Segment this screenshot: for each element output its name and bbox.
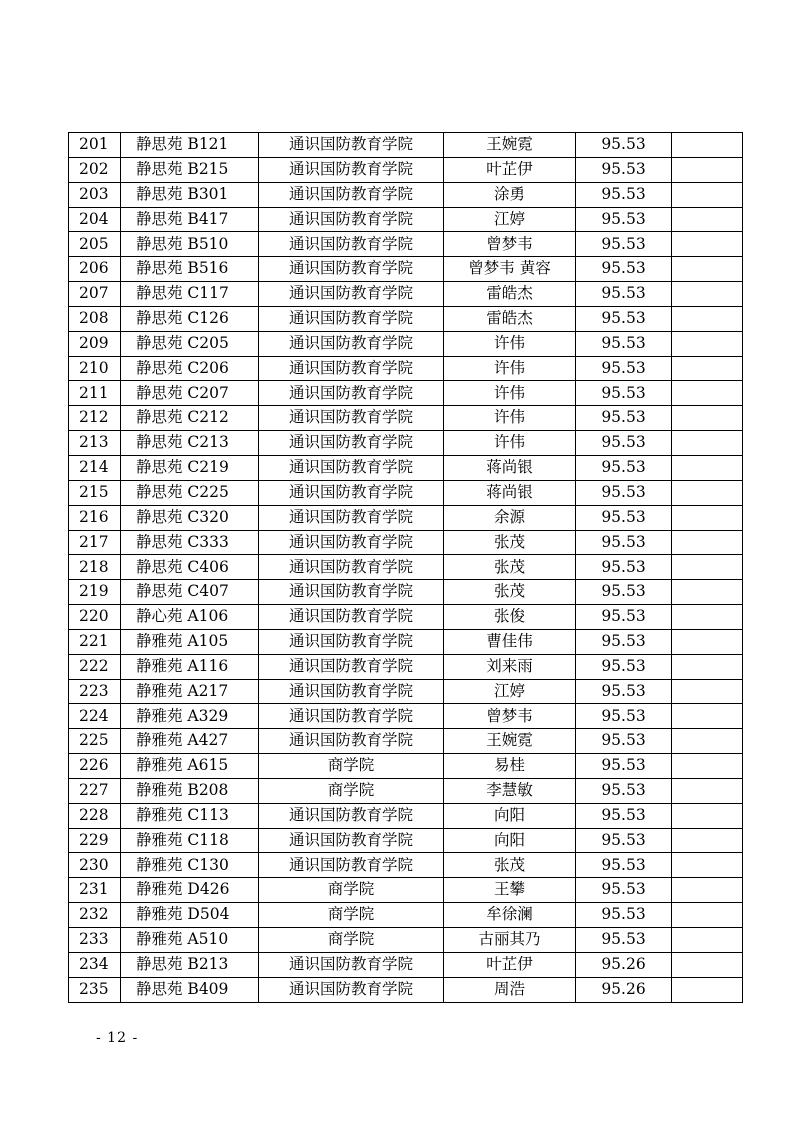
remark-cell bbox=[672, 878, 743, 903]
dorm-room-cell: 静雅苑 A116 bbox=[121, 654, 259, 679]
college-cell: 通识国防教育学院 bbox=[259, 977, 444, 1002]
table-row bbox=[69, 679, 743, 704]
table-row bbox=[69, 157, 743, 182]
remark-cell bbox=[672, 232, 743, 257]
table-row bbox=[69, 530, 743, 555]
remark-cell bbox=[672, 928, 743, 953]
score-cell: 95.53 bbox=[576, 381, 672, 406]
student-name-cell: 雷皓杰 bbox=[444, 282, 576, 307]
remark-cell bbox=[672, 952, 743, 977]
remark-cell bbox=[672, 331, 743, 356]
table-row bbox=[69, 580, 743, 605]
dorm-room-cell: 静雅苑 D504 bbox=[121, 903, 259, 928]
college-cell: 通识国防教育学院 bbox=[259, 257, 444, 282]
remark-cell bbox=[672, 381, 743, 406]
score-cell: 95.53 bbox=[576, 207, 672, 232]
score-cell: 95.26 bbox=[576, 952, 672, 977]
dormitory-score-table bbox=[68, 132, 743, 1003]
remark-cell bbox=[672, 654, 743, 679]
score-cell: 95.53 bbox=[576, 356, 672, 381]
dorm-room-cell: 静心苑 A106 bbox=[121, 605, 259, 630]
score-cell: 95.53 bbox=[576, 182, 672, 207]
table-row bbox=[69, 133, 743, 158]
score-cell: 95.53 bbox=[576, 729, 672, 754]
student-name-cell: 许伟 bbox=[444, 406, 576, 431]
student-name-cell: 许伟 bbox=[444, 431, 576, 456]
row-number-cell: 231 bbox=[69, 878, 121, 903]
dorm-room-cell: 静雅苑 D426 bbox=[121, 878, 259, 903]
score-cell: 95.53 bbox=[576, 505, 672, 530]
score-cell: 95.53 bbox=[576, 406, 672, 431]
score-cell: 95.53 bbox=[576, 530, 672, 555]
college-cell: 通识国防教育学院 bbox=[259, 381, 444, 406]
dorm-room-cell: 静雅苑 A427 bbox=[121, 729, 259, 754]
college-cell: 通识国防教育学院 bbox=[259, 306, 444, 331]
table-body bbox=[69, 133, 743, 1003]
score-cell: 95.53 bbox=[576, 282, 672, 307]
score-cell: 95.53 bbox=[576, 878, 672, 903]
dorm-room-cell: 静雅苑 A615 bbox=[121, 754, 259, 779]
remark-cell bbox=[672, 679, 743, 704]
score-cell: 95.53 bbox=[576, 704, 672, 729]
table-row bbox=[69, 704, 743, 729]
table-row bbox=[69, 754, 743, 779]
table-row bbox=[69, 381, 743, 406]
remark-cell bbox=[672, 729, 743, 754]
dorm-room-cell: 静思苑 B301 bbox=[121, 182, 259, 207]
dorm-room-cell: 静思苑 C213 bbox=[121, 431, 259, 456]
college-cell: 通识国防教育学院 bbox=[259, 679, 444, 704]
student-name-cell: 曾梦韦 黄容 bbox=[444, 257, 576, 282]
row-number-cell: 219 bbox=[69, 580, 121, 605]
row-number-cell: 212 bbox=[69, 406, 121, 431]
remark-cell bbox=[672, 704, 743, 729]
table-row bbox=[69, 331, 743, 356]
score-cell: 95.53 bbox=[576, 306, 672, 331]
college-cell: 通识国防教育学院 bbox=[259, 480, 444, 505]
score-cell: 95.53 bbox=[576, 928, 672, 953]
remark-cell bbox=[672, 828, 743, 853]
table-row bbox=[69, 928, 743, 953]
student-name-cell: 叶芷伊 bbox=[444, 157, 576, 182]
student-name-cell: 江婷 bbox=[444, 679, 576, 704]
dorm-room-cell: 静思苑 C406 bbox=[121, 555, 259, 580]
score-cell: 95.53 bbox=[576, 331, 672, 356]
score-cell: 95.53 bbox=[576, 605, 672, 630]
score-cell: 95.53 bbox=[576, 580, 672, 605]
student-name-cell: 江婷 bbox=[444, 207, 576, 232]
dorm-room-cell: 静思苑 C407 bbox=[121, 580, 259, 605]
student-name-cell: 向阳 bbox=[444, 828, 576, 853]
college-cell: 通识国防教育学院 bbox=[259, 431, 444, 456]
score-cell: 95.53 bbox=[576, 257, 672, 282]
student-name-cell: 蒋尚银 bbox=[444, 455, 576, 480]
score-cell: 95.53 bbox=[576, 629, 672, 654]
college-cell: 通识国防教育学院 bbox=[259, 232, 444, 257]
dorm-room-cell: 静思苑 C212 bbox=[121, 406, 259, 431]
student-name-cell: 王婉霓 bbox=[444, 133, 576, 158]
score-cell: 95.53 bbox=[576, 455, 672, 480]
student-name-cell: 曾梦韦 bbox=[444, 232, 576, 257]
table-row bbox=[69, 406, 743, 431]
dorm-room-cell: 静思苑 B213 bbox=[121, 952, 259, 977]
dorm-room-cell: 静思苑 C333 bbox=[121, 530, 259, 555]
student-name-cell: 蒋尚银 bbox=[444, 480, 576, 505]
row-number-cell: 201 bbox=[69, 133, 121, 158]
college-cell: 通识国防教育学院 bbox=[259, 455, 444, 480]
remark-cell bbox=[672, 182, 743, 207]
college-cell: 商学院 bbox=[259, 903, 444, 928]
student-name-cell: 叶芷伊 bbox=[444, 952, 576, 977]
student-name-cell: 张茂 bbox=[444, 580, 576, 605]
dorm-room-cell: 静思苑 C117 bbox=[121, 282, 259, 307]
student-name-cell: 曾梦韦 bbox=[444, 704, 576, 729]
dorm-room-cell: 静思苑 B516 bbox=[121, 257, 259, 282]
student-name-cell: 许伟 bbox=[444, 356, 576, 381]
college-cell: 通识国防教育学院 bbox=[259, 133, 444, 158]
row-number-cell: 210 bbox=[69, 356, 121, 381]
table-row bbox=[69, 977, 743, 1002]
score-cell: 95.53 bbox=[576, 903, 672, 928]
student-name-cell: 古丽其乃 bbox=[444, 928, 576, 953]
dorm-room-cell: 静雅苑 A217 bbox=[121, 679, 259, 704]
table-row bbox=[69, 282, 743, 307]
college-cell: 通识国防教育学院 bbox=[259, 530, 444, 555]
college-cell: 商学院 bbox=[259, 778, 444, 803]
college-cell: 商学院 bbox=[259, 928, 444, 953]
college-cell: 通识国防教育学院 bbox=[259, 853, 444, 878]
row-number-cell: 220 bbox=[69, 605, 121, 630]
college-cell: 通识国防教育学院 bbox=[259, 952, 444, 977]
table-row bbox=[69, 207, 743, 232]
table-row bbox=[69, 455, 743, 480]
dorm-room-cell: 静思苑 C219 bbox=[121, 455, 259, 480]
score-cell: 95.53 bbox=[576, 654, 672, 679]
dorm-room-cell: 静思苑 C126 bbox=[121, 306, 259, 331]
remark-cell bbox=[672, 356, 743, 381]
dorm-room-cell: 静雅苑 A510 bbox=[121, 928, 259, 953]
college-cell: 通识国防教育学院 bbox=[259, 629, 444, 654]
remark-cell bbox=[672, 580, 743, 605]
dorm-room-cell: 静雅苑 B208 bbox=[121, 778, 259, 803]
row-number-cell: 217 bbox=[69, 530, 121, 555]
college-cell: 通识国防教育学院 bbox=[259, 182, 444, 207]
dorm-room-cell: 静雅苑 A329 bbox=[121, 704, 259, 729]
remark-cell bbox=[672, 853, 743, 878]
student-name-cell: 周浩 bbox=[444, 977, 576, 1002]
row-number-cell: 230 bbox=[69, 853, 121, 878]
dorm-room-cell: 静思苑 B409 bbox=[121, 977, 259, 1002]
score-cell: 95.53 bbox=[576, 480, 672, 505]
remark-cell bbox=[672, 455, 743, 480]
remark-cell bbox=[672, 903, 743, 928]
dorm-room-cell: 静雅苑 A105 bbox=[121, 629, 259, 654]
student-name-cell: 曹佳伟 bbox=[444, 629, 576, 654]
dorm-room-cell: 静思苑 B510 bbox=[121, 232, 259, 257]
row-number-cell: 208 bbox=[69, 306, 121, 331]
row-number-cell: 227 bbox=[69, 778, 121, 803]
table-row bbox=[69, 629, 743, 654]
remark-cell bbox=[672, 133, 743, 158]
table-row bbox=[69, 878, 743, 903]
remark-cell bbox=[672, 406, 743, 431]
college-cell: 通识国防教育学院 bbox=[259, 157, 444, 182]
table-row bbox=[69, 654, 743, 679]
score-cell: 95.26 bbox=[576, 977, 672, 1002]
college-cell: 通识国防教育学院 bbox=[259, 331, 444, 356]
college-cell: 通识国防教育学院 bbox=[259, 555, 444, 580]
student-name-cell: 余源 bbox=[444, 505, 576, 530]
dorm-room-cell: 静雅苑 C113 bbox=[121, 803, 259, 828]
row-number-cell: 222 bbox=[69, 654, 121, 679]
remark-cell bbox=[672, 605, 743, 630]
row-number-cell: 206 bbox=[69, 257, 121, 282]
row-number-cell: 213 bbox=[69, 431, 121, 456]
remark-cell bbox=[672, 778, 743, 803]
college-cell: 通识国防教育学院 bbox=[259, 356, 444, 381]
student-name-cell: 李慧敏 bbox=[444, 778, 576, 803]
row-number-cell: 211 bbox=[69, 381, 121, 406]
student-name-cell: 张茂 bbox=[444, 555, 576, 580]
row-number-cell: 203 bbox=[69, 182, 121, 207]
table-row bbox=[69, 232, 743, 257]
row-number-cell: 215 bbox=[69, 480, 121, 505]
remark-cell bbox=[672, 282, 743, 307]
row-number-cell: 232 bbox=[69, 903, 121, 928]
remark-cell bbox=[672, 480, 743, 505]
remark-cell bbox=[672, 306, 743, 331]
college-cell: 商学院 bbox=[259, 878, 444, 903]
score-cell: 95.53 bbox=[576, 853, 672, 878]
table-row bbox=[69, 257, 743, 282]
dorm-room-cell: 静思苑 C207 bbox=[121, 381, 259, 406]
dorm-room-cell: 静雅苑 C130 bbox=[121, 853, 259, 878]
dorm-room-cell: 静思苑 B417 bbox=[121, 207, 259, 232]
row-number-cell: 223 bbox=[69, 679, 121, 704]
remark-cell bbox=[672, 754, 743, 779]
table-row bbox=[69, 605, 743, 630]
row-number-cell: 233 bbox=[69, 928, 121, 953]
remark-cell bbox=[672, 977, 743, 1002]
row-number-cell: 234 bbox=[69, 952, 121, 977]
row-number-cell: 202 bbox=[69, 157, 121, 182]
student-name-cell: 张茂 bbox=[444, 530, 576, 555]
row-number-cell: 221 bbox=[69, 629, 121, 654]
remark-cell bbox=[672, 629, 743, 654]
table-row bbox=[69, 803, 743, 828]
page-number: - 12 - bbox=[96, 1030, 139, 1046]
table-row bbox=[69, 306, 743, 331]
row-number-cell: 228 bbox=[69, 803, 121, 828]
dorm-room-cell: 静思苑 C225 bbox=[121, 480, 259, 505]
student-name-cell: 张俊 bbox=[444, 605, 576, 630]
table-row bbox=[69, 182, 743, 207]
college-cell: 通识国防教育学院 bbox=[259, 704, 444, 729]
score-cell: 95.53 bbox=[576, 754, 672, 779]
student-name-cell: 刘来雨 bbox=[444, 654, 576, 679]
remark-cell bbox=[672, 505, 743, 530]
row-number-cell: 235 bbox=[69, 977, 121, 1002]
table-row bbox=[69, 828, 743, 853]
score-cell: 95.53 bbox=[576, 157, 672, 182]
table-row bbox=[69, 356, 743, 381]
student-name-cell: 向阳 bbox=[444, 803, 576, 828]
table-row bbox=[69, 952, 743, 977]
college-cell: 通识国防教育学院 bbox=[259, 605, 444, 630]
dorm-room-cell: 静思苑 B121 bbox=[121, 133, 259, 158]
row-number-cell: 229 bbox=[69, 828, 121, 853]
student-name-cell: 王婉霓 bbox=[444, 729, 576, 754]
dorm-room-cell: 静思苑 B215 bbox=[121, 157, 259, 182]
student-name-cell: 张茂 bbox=[444, 853, 576, 878]
remark-cell bbox=[672, 803, 743, 828]
remark-cell bbox=[672, 431, 743, 456]
row-number-cell: 218 bbox=[69, 555, 121, 580]
student-name-cell: 雷皓杰 bbox=[444, 306, 576, 331]
student-name-cell: 许伟 bbox=[444, 381, 576, 406]
score-cell: 95.53 bbox=[576, 828, 672, 853]
score-cell: 95.53 bbox=[576, 803, 672, 828]
dorm-room-cell: 静雅苑 C118 bbox=[121, 828, 259, 853]
college-cell: 商学院 bbox=[259, 754, 444, 779]
college-cell: 通识国防教育学院 bbox=[259, 406, 444, 431]
college-cell: 通识国防教育学院 bbox=[259, 505, 444, 530]
student-name-cell: 许伟 bbox=[444, 331, 576, 356]
table-row bbox=[69, 729, 743, 754]
student-name-cell: 涂勇 bbox=[444, 182, 576, 207]
college-cell: 通识国防教育学院 bbox=[259, 729, 444, 754]
table-row bbox=[69, 853, 743, 878]
college-cell: 通识国防教育学院 bbox=[259, 828, 444, 853]
row-number-cell: 225 bbox=[69, 729, 121, 754]
table-row bbox=[69, 778, 743, 803]
college-cell: 通识国防教育学院 bbox=[259, 580, 444, 605]
college-cell: 通识国防教育学院 bbox=[259, 207, 444, 232]
row-number-cell: 209 bbox=[69, 331, 121, 356]
row-number-cell: 216 bbox=[69, 505, 121, 530]
table-row bbox=[69, 431, 743, 456]
score-cell: 95.53 bbox=[576, 232, 672, 257]
score-cell: 95.53 bbox=[576, 679, 672, 704]
student-name-cell: 牟徐澜 bbox=[444, 903, 576, 928]
dorm-room-cell: 静思苑 C205 bbox=[121, 331, 259, 356]
row-number-cell: 204 bbox=[69, 207, 121, 232]
college-cell: 通识国防教育学院 bbox=[259, 803, 444, 828]
score-cell: 95.53 bbox=[576, 778, 672, 803]
score-cell: 95.53 bbox=[576, 133, 672, 158]
row-number-cell: 207 bbox=[69, 282, 121, 307]
dorm-room-cell: 静思苑 C320 bbox=[121, 505, 259, 530]
table-row bbox=[69, 903, 743, 928]
college-cell: 通识国防教育学院 bbox=[259, 654, 444, 679]
remark-cell bbox=[672, 530, 743, 555]
student-name-cell: 易桂 bbox=[444, 754, 576, 779]
score-cell: 95.53 bbox=[576, 555, 672, 580]
row-number-cell: 224 bbox=[69, 704, 121, 729]
row-number-cell: 205 bbox=[69, 232, 121, 257]
row-number-cell: 226 bbox=[69, 754, 121, 779]
score-cell: 95.53 bbox=[576, 431, 672, 456]
dorm-room-cell: 静思苑 C206 bbox=[121, 356, 259, 381]
college-cell: 通识国防教育学院 bbox=[259, 282, 444, 307]
table-row bbox=[69, 555, 743, 580]
student-name-cell: 王攀 bbox=[444, 878, 576, 903]
row-number-cell: 214 bbox=[69, 455, 121, 480]
table-row bbox=[69, 480, 743, 505]
remark-cell bbox=[672, 555, 743, 580]
remark-cell bbox=[672, 257, 743, 282]
table-row bbox=[69, 505, 743, 530]
remark-cell bbox=[672, 157, 743, 182]
remark-cell bbox=[672, 207, 743, 232]
